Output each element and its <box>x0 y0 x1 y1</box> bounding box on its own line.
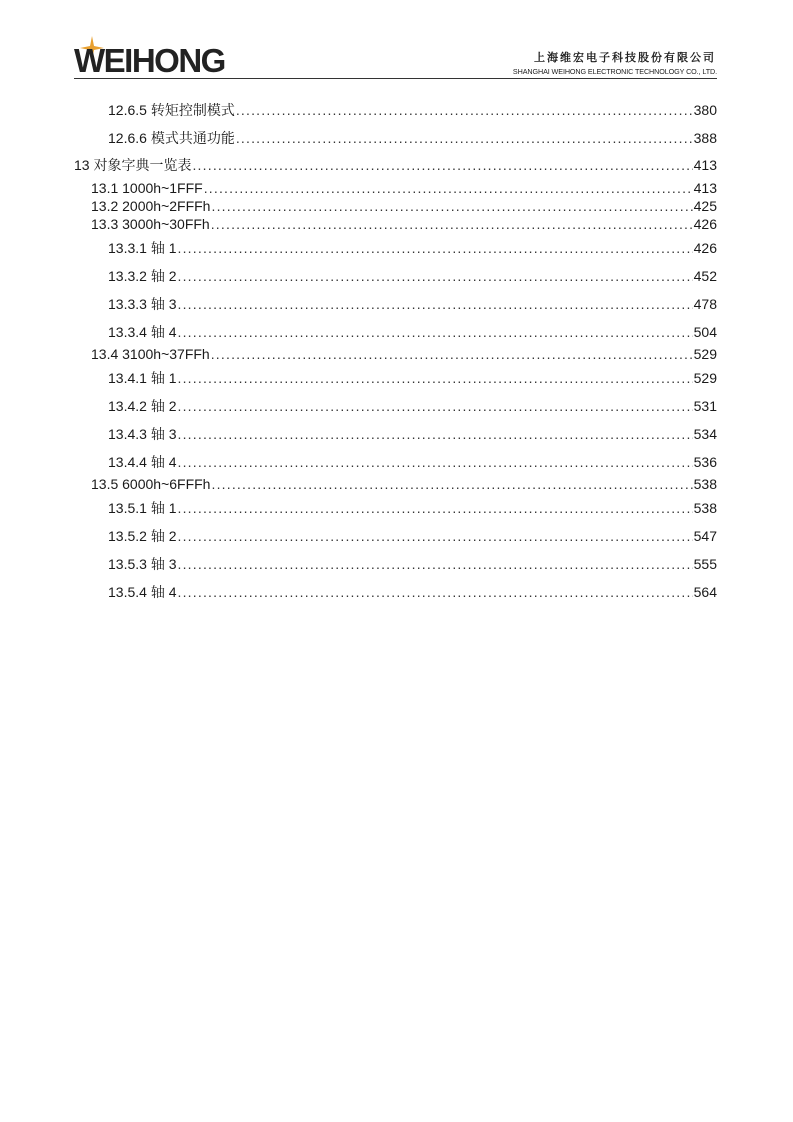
toc-dot-leader <box>178 528 693 544</box>
toc-entry-page: 534 <box>693 426 717 442</box>
header-divider <box>74 78 717 79</box>
toc-entry-page: 529 <box>693 346 717 362</box>
toc-entry-title: 12.6.6 模式共通功能 <box>108 130 235 146</box>
toc-entry-13-3[interactable] <box>91 216 717 232</box>
toc-dot-leader <box>178 500 693 516</box>
toc-dot-leader <box>178 296 693 312</box>
toc-entry-page: 536 <box>693 454 717 470</box>
toc-entry-13-4-1[interactable] <box>108 370 717 386</box>
toc-entry-13-5[interactable] <box>91 476 717 492</box>
toc-entry-page: 426 <box>693 240 717 256</box>
toc-dot-leader <box>178 584 693 600</box>
toc-entry-page: 478 <box>693 296 717 312</box>
toc-entry-12-6-5[interactable] <box>108 102 717 118</box>
toc-entry-13-5-3[interactable] <box>108 556 717 572</box>
company-name-chinese: 上海维宏电子科技股份有限公司 <box>534 51 716 64</box>
toc-dot-leader <box>178 240 693 256</box>
toc-entry-page: 425 <box>693 198 717 214</box>
toc-entry-page: 504 <box>693 324 717 340</box>
toc-entry-page: 538 <box>693 500 717 516</box>
page-header <box>0 0 793 80</box>
toc-entry-page: 531 <box>693 398 717 414</box>
toc-entry-13-1[interactable] <box>91 180 717 196</box>
toc-entry-title: 13.3 3000h~30FFh <box>91 216 210 232</box>
toc-entry-13-4-3[interactable] <box>108 426 717 442</box>
toc-dot-leader <box>204 180 693 196</box>
toc-entry-title: 13.3.2 轴 2 <box>108 268 177 284</box>
toc-entry-title: 13.5.4 轴 4 <box>108 584 177 600</box>
toc-entry-page: 388 <box>693 130 717 146</box>
toc-dot-leader <box>236 102 693 118</box>
toc-entry-13-5-1[interactable] <box>108 500 717 516</box>
toc-entry-page: 529 <box>693 370 717 386</box>
toc-dot-leader <box>211 216 693 232</box>
toc-entry-title: 13.3.4 轴 4 <box>108 324 177 340</box>
toc-entry-13-3-1[interactable] <box>108 240 717 256</box>
company-name-english: SHANGHAI WEIHONG ELECTRONIC TECHNOLOGY CO., LTD. <box>512 67 717 76</box>
toc-entry-title: 13.4.1 轴 1 <box>108 370 177 386</box>
logo-text: WEIHONG <box>74 42 225 79</box>
toc-dot-leader <box>178 324 693 340</box>
toc-entry-13-5-2[interactable] <box>108 528 717 544</box>
toc-dot-leader <box>178 268 693 284</box>
toc-entry-title: 13 对象字典一览表 <box>74 157 192 173</box>
toc-entry-title: 13.5.2 轴 2 <box>108 528 177 544</box>
toc-entry-title: 13.2 2000h~2FFFh <box>91 198 211 214</box>
toc-entry-page: 413 <box>693 180 717 196</box>
toc-entry-page: 380 <box>693 102 717 118</box>
toc-entry-page: 538 <box>693 476 717 492</box>
toc-dot-leader <box>211 476 692 492</box>
toc-dot-leader <box>178 370 693 386</box>
toc-entry-13-3-3[interactable] <box>108 296 717 312</box>
toc-entry-13-4-2[interactable] <box>108 398 717 414</box>
toc-entry-13-5-4[interactable] <box>108 584 717 600</box>
toc-entry-title: 13.3.1 轴 1 <box>108 240 177 256</box>
toc-entry-page: 547 <box>693 528 717 544</box>
toc-entry-13-3-4[interactable] <box>108 324 717 340</box>
toc-entry-page: 452 <box>693 268 717 284</box>
toc-dot-leader <box>211 346 693 362</box>
toc-entry-title: 13.4.3 轴 3 <box>108 426 177 442</box>
toc-entry-title: 13.3.3 轴 3 <box>108 296 177 312</box>
toc-entry-13-3-2[interactable] <box>108 268 717 284</box>
toc-entry-page: 426 <box>693 216 717 232</box>
toc-entry-13-4-4[interactable] <box>108 454 717 470</box>
toc-entry-title: 13.4.4 轴 4 <box>108 454 177 470</box>
toc-dot-leader <box>178 454 693 470</box>
toc-dot-leader <box>236 130 693 146</box>
toc-entry-title: 13.5.1 轴 1 <box>108 500 177 516</box>
toc-dot-leader <box>192 157 692 173</box>
toc-entry-page: 413 <box>693 157 717 173</box>
toc-entry-12-6-6[interactable] <box>108 130 717 146</box>
toc-entry-title: 13.5.3 轴 3 <box>108 556 177 572</box>
toc-entry-13-4[interactable] <box>91 346 717 362</box>
toc-entry-page: 555 <box>693 556 717 572</box>
toc-entry-13[interactable] <box>74 157 717 173</box>
toc-entry-title: 13.4 3100h~37FFh <box>91 346 210 362</box>
toc-entry-title: 13.5 6000h~6FFFh <box>91 476 211 492</box>
toc-entry-page: 564 <box>693 584 717 600</box>
toc-dot-leader <box>178 398 693 414</box>
toc-dot-leader <box>178 556 693 572</box>
toc-entry-title: 13.4.2 轴 2 <box>108 398 177 414</box>
toc-entry-13-2[interactable] <box>91 198 717 214</box>
toc-entry-title: 13.1 1000h~1FFF <box>91 180 203 196</box>
weihong-logo <box>74 38 246 78</box>
toc-dot-leader <box>178 426 693 442</box>
toc-dot-leader <box>211 198 692 214</box>
toc-entry-title: 12.6.5 转矩控制模式 <box>108 102 235 118</box>
